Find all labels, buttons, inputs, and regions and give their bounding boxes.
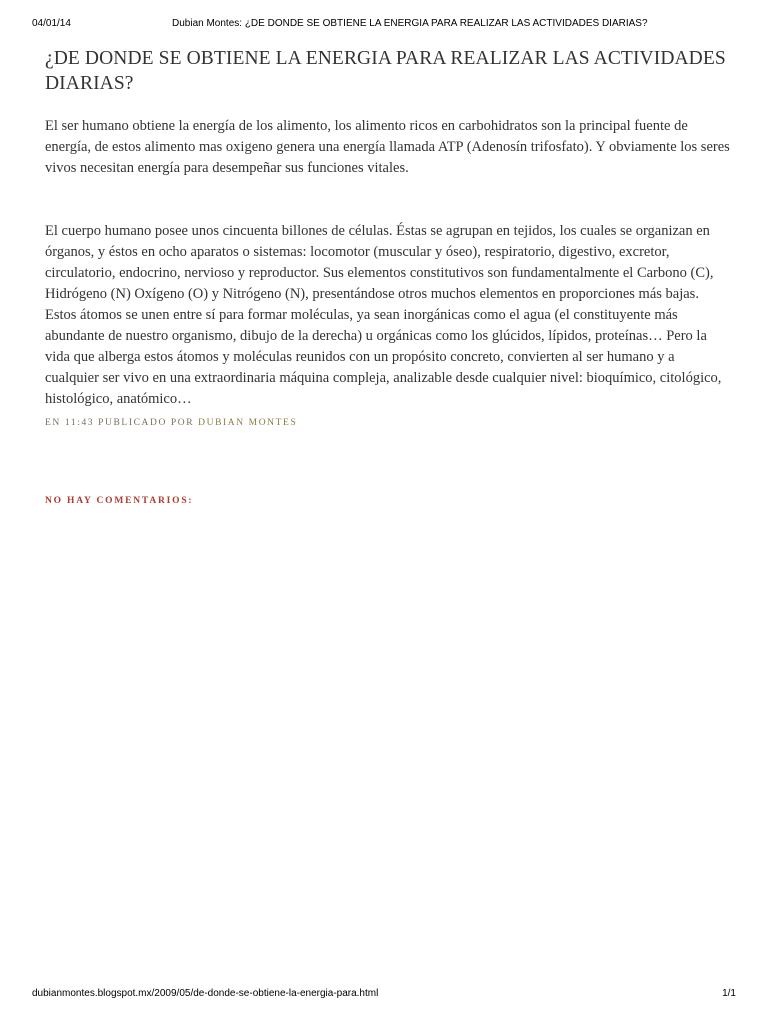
post-title: ¿DE DONDE SE OBTIENE LA ENERGIA PARA REALIZAR LAS ACTIVIDADES DIARIAS?	[45, 48, 726, 94]
post-published-by: PUBLICADO POR	[98, 418, 195, 428]
post-footer-prefix: EN	[45, 418, 61, 428]
post-paragraph-1: El ser humano obtiene la energía de los alimento, los alimento ricos en carbohidratos son la principal fuente de energía, de estos alimento mas oxigeno genera una energía llamada ATP (Adenosín trifosfato). Y obviamente los seres vivos necesitan energía para desempeñar sus funciones vitales.	[45, 118, 730, 176]
print-header	[32, 18, 736, 32]
post-timestamp-link[interactable]: 11:43	[64, 418, 95, 428]
comments-heading: NO HAY COMENTARIOS:	[45, 496, 194, 506]
post-paragraph-2: El cuerpo humano posee unos cincuenta billones de células. Éstas se agrupan en tejidos, los cuales se organizan en órganos, y éstos en ocho aparatos o sistemas: locomotor (muscular y óseo), respiratorio, digestivo, excretor, circulatorio, endocrino, nervioso y reproductor. Sus elementos constitutivos son fundamentalmente el Carbono (C), Hidrógeno (N) Oxígeno (O) y Nitrógeno (N), presentándose otros muchos elementos en proporciones más bajas. Estos átomos se unen entre sí para formar moléculas, ya sean inorgánicas como el agua (el constituyente más abundante de nuestro organismo, dibujo de la derecha) u orgánicas como los glúcidos, lípidos, proteínas… Pero la vida que alberga estos átomos y moléculas reunidos con un propósito concreto, convierten al ser humano y a cualquier ser vivo en una extraordinaria máquina compleja, analizable desde cualquier nivel: bioquímico, citológico, histológico, anatómico…	[45, 223, 722, 407]
print-document-title: Dubian Montes: ¿DE DONDE SE OBTIENE LA ENERGIA PARA REALIZAR LAS ACTIVIDADES DIARIAS?	[172, 18, 648, 29]
post-body	[45, 116, 730, 410]
blog-post	[45, 46, 730, 506]
post-author-link[interactable]: DUBIAN MONTES	[198, 418, 298, 428]
print-footer	[32, 988, 736, 1002]
print-date: 04/01/14	[32, 18, 71, 29]
print-url: dubianmontes.blogspot.mx/2009/05/de-donde-se-obtiene-la-energia-para.html	[32, 988, 379, 999]
post-footer	[45, 418, 730, 428]
print-page-number: 1/1	[722, 988, 736, 999]
